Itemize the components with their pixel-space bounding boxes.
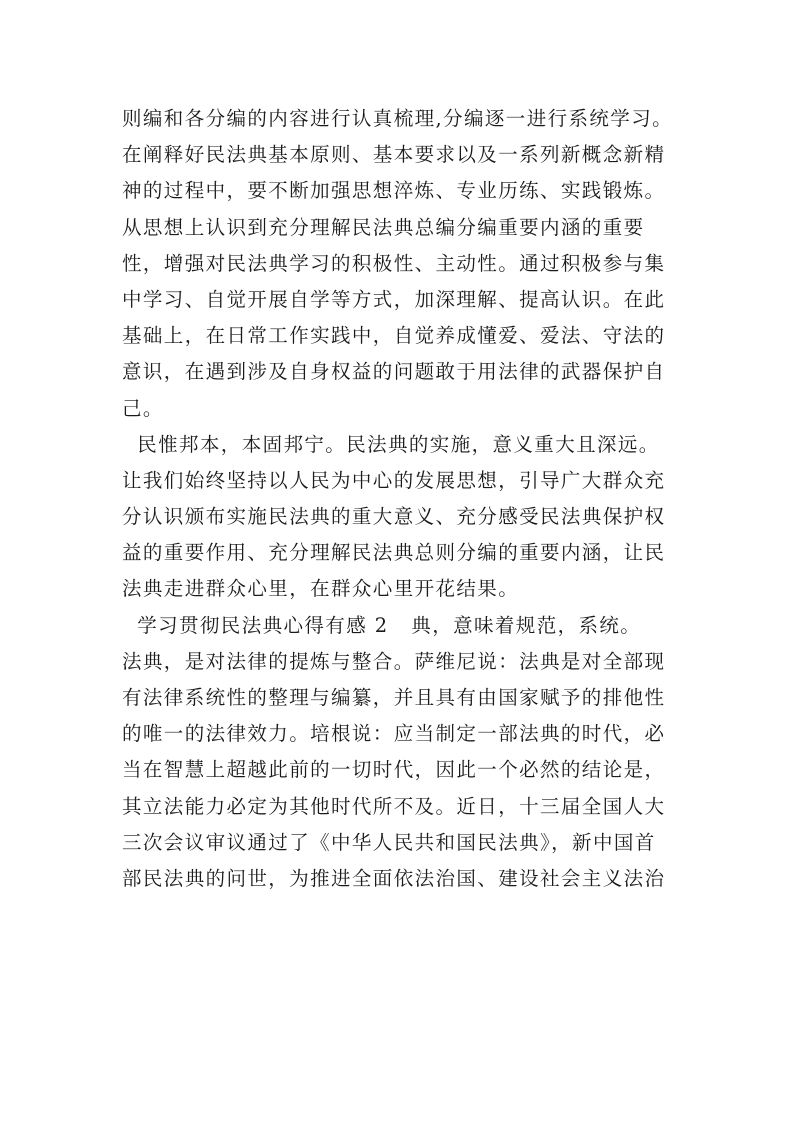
text-line: 三次会议审议通过了《中华人民共和国民法典》，新中国首 <box>122 830 656 854</box>
text-line: 意识，在遇到涉及自身权益的问题敢于用法律的武器保护自 <box>122 360 666 384</box>
text-line: 则编和各分编的内容进行认真梳理,分编逐一进行系统学习。 <box>122 107 673 130</box>
text-line: 让我们始终坚持以人民为中心的发展思想，引导广大群众充 <box>122 468 666 492</box>
text-line: 法典走进群众心里，在群众心里开花结果。 <box>122 577 520 601</box>
text-line: 法典，是对法律的提炼与整合。萨维尼说：法典是对全部现 <box>122 649 666 673</box>
text-line: 神的过程中，要不断加强思想淬炼、专业历练、实践锻炼。 <box>122 179 666 203</box>
text-line: 有法律系统性的整理与编纂，并且具有由国家赋予的排他性 <box>122 686 666 709</box>
text-line: 的唯一的法律效力。培根说：应当制定一部法典的时代，必 <box>122 722 666 746</box>
text-line: 其立法能力必定为其他时代所不及。近日，十三届全国人大 <box>122 794 666 818</box>
text-line: 性，增强对民法典学习的积极性、主动性。通过积极参与集 <box>122 251 666 275</box>
text-line: 学习贯彻民法典心得有感 2 典，意味着规范，系统。 <box>122 613 642 637</box>
text-line: 己。 <box>122 396 164 420</box>
text-line: 在阐释好民法典基本原则、基本要求以及一系列新概念新精 <box>122 143 666 167</box>
body-text <box>122 101 722 897</box>
text-line: 部民法典的问世，为推进全面依法治国、建设社会主义法治 <box>122 866 666 890</box>
text-line: 民惟邦本，本固邦宁。民法典的实施，意义重大且深远。 <box>122 432 660 456</box>
text-line: 益的重要作用、充分理解民法典总则分编的重要内涵，让民 <box>122 541 666 565</box>
text-line: 基础上，在日常工作实践中，自觉养成懂爱、爱法、守法的 <box>122 324 666 348</box>
text-line: 从思想上认识到充分理解民法典总编分编重要内涵的重要 <box>122 215 645 239</box>
text-line: 当在智慧上超越此前的一切时代，因此一个必然的结论是， <box>122 758 666 782</box>
text-line: 中学习、自觉开展自学等方式，加深理解、提高认识。在此 <box>122 287 666 311</box>
text-line: 分认识颁布实施民法典的重大意义、充分感受民法典保护权 <box>122 505 666 529</box>
